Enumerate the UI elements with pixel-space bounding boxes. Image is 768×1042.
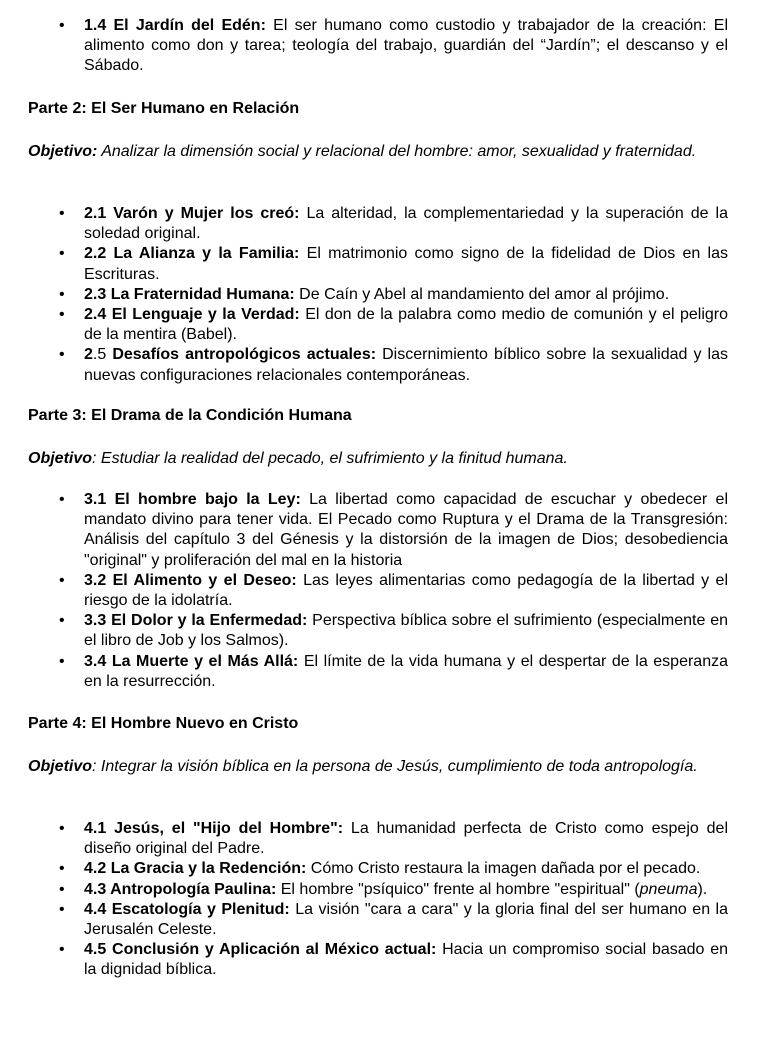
list-item-2-3 <box>84 285 728 305</box>
item-text-after: ). <box>697 880 708 898</box>
part3-objective <box>28 449 728 469</box>
item-title: 2.3 La Fraternidad Humana: <box>84 285 295 303</box>
part4-list <box>0 819 728 981</box>
item-text-italic: pneuma <box>639 880 698 898</box>
item-text: El hombre "psíquico" frente al hombre "espiritual" ( <box>276 880 640 898</box>
objective-text: : Integrar la visión bíblica en la persona de Jesús, cumplimiento de toda antropología. <box>92 758 698 775</box>
list-item-2-4 <box>84 305 728 345</box>
objective-label: Objetivo <box>28 450 93 467</box>
part4-objective <box>28 757 728 777</box>
item-text: Las leyes alimentarias como pedagogía de la libertad y el riesgo de la idolatría. <box>84 571 729 610</box>
list-item-4-5 <box>84 940 728 980</box>
list-item-3-3 <box>84 611 728 651</box>
item-title: 3.4 La Muerte y el Más Allá: <box>84 652 299 670</box>
part2-list <box>0 204 728 386</box>
item-title: 4.2 La Gracia y la Redención: <box>84 860 307 878</box>
list-item-2-1 <box>84 204 728 244</box>
item-title: 4.3 Antropología Paulina: <box>84 880 277 898</box>
list-item-4-4 <box>84 900 728 940</box>
list-item-2-2 <box>84 244 728 284</box>
part2-heading: Parte 2: El Ser Humano en Relación <box>28 100 300 117</box>
part3-list <box>0 490 728 692</box>
item-title: 2.2 La Alianza y la Familia: <box>84 245 300 263</box>
item-text: Discernimiento bíblico sobre la sexualidad y las nuevas configuraciones relacionales contemporáneas. <box>84 346 729 384</box>
item-text: La libertad como capacidad de escuchar y obedecer el mandato divino para tener vida. El Pecado como Ruptura y el Drama de la Transgresión: Análisis del capítulo 3 del Génesis y la distorsión de la imagen de Dios; desobediencia "original" y proliferación del mal en la historia <box>84 491 728 569</box>
item-title: 4.5 Conclusión y Aplicación al México actual: <box>84 941 437 959</box>
item-text: El ser humano como custodio y trabajador de la creación: El alimento como don y tarea; teología del trabajo, guardián del “Jardín”; el descanso y el Sábado. <box>84 17 728 75</box>
part1-list <box>0 16 728 77</box>
item-text: Perspectiva bíblica sobre el sufrimiento (especialmente en el libro de Job y los Salmos). <box>84 612 729 650</box>
item-title: 3.3 El Dolor y la Enfermedad: <box>84 612 308 630</box>
objective-text: Analizar la dimensión social y relacional del hombre: amor, sexualidad y fraternidad. <box>97 143 697 160</box>
item-text: La humanidad perfecta de Cristo como espejo del diseño original del Padre. <box>84 820 728 858</box>
item-text: El límite de la vida humana y el despertar de la esperanza en la resurrección. <box>84 652 729 690</box>
objective-label: Objetivo <box>28 758 93 775</box>
item-title: 4.1 Jesús, el "Hijo del Hombre": <box>84 820 344 837</box>
item-text: La alteridad, la complementariedad y la superación de la soledad original. <box>84 205 728 243</box>
item-text: Hacia un compromiso social basado en la dignidad bíblica. <box>84 941 729 979</box>
list-item-3-2 <box>84 571 728 611</box>
list-item-3-1 <box>84 490 728 571</box>
list-item-4-2 <box>84 859 728 879</box>
item-title: 2.1 Varón y Mujer los creó: <box>84 205 300 222</box>
item-title: 2.4 El Lenguaje y la Verdad: <box>84 306 300 324</box>
item-title: 1.4 El Jardín del Edén: <box>84 17 266 34</box>
item-text: De Caín y Abel al mandamiento del amor al prójimo. <box>294 285 670 303</box>
item-title: 3.1 El hombre bajo la Ley: <box>84 491 301 508</box>
item-title-number: .5 <box>92 346 107 364</box>
list-item-4-1 <box>84 819 728 859</box>
part3-heading: Parte 3: El Drama de la Condición Humana <box>28 407 352 424</box>
item-text: La visión "cara a cara" y la gloria final del ser humano en la Jerusalén Celeste. <box>84 900 729 939</box>
item-title: Desafíos antropológicos actuales: <box>106 346 377 364</box>
part4-heading: Parte 4: El Hombre Nuevo en Cristo <box>28 715 299 732</box>
part2-objective <box>28 142 728 162</box>
list-item-2-5 <box>84 345 728 385</box>
item-title-prefix: 2 <box>84 346 93 364</box>
list-item-4-3 <box>84 880 728 900</box>
list-item-3-4 <box>84 652 728 692</box>
objective-text: : Estudiar la realidad del pecado, el sufrimiento y la finitud humana. <box>92 450 568 467</box>
item-title: 3.2 El Alimento y el Deseo: <box>84 571 297 589</box>
item-text: Cómo Cristo restaura la imagen dañada por el pecado. <box>306 860 701 878</box>
item-text: El don de la palabra como medio de comunión y el peligro de la mentira (Babel). <box>84 306 728 344</box>
objective-label: Objetivo: <box>28 143 98 160</box>
list-item-1-4 <box>84 16 728 77</box>
item-text: El matrimonio como signo de la fidelidad de Dios en las Escrituras. <box>84 245 728 283</box>
item-title: 4.4 Escatología y Plenitud: <box>84 900 290 918</box>
